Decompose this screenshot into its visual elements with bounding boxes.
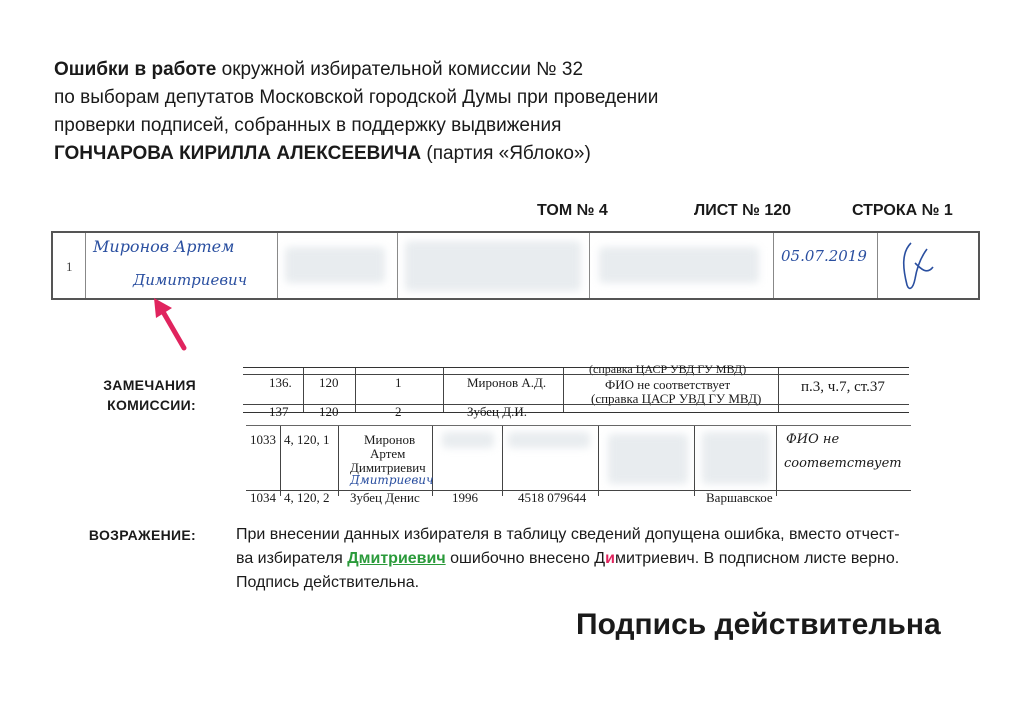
blurred-passport xyxy=(599,247,759,283)
header-line-2: по выборам депутатов Московской городской Думы при проведении xyxy=(54,87,659,108)
header-line-3: проверки подписей, собранных в поддержку выдвижения xyxy=(54,115,562,136)
table2-cell: 1033 xyxy=(250,432,276,447)
table2-cell: 4, 120, 1 xyxy=(284,432,330,447)
objection-text xyxy=(236,523,956,595)
objection-text-part: ошибочно внесено Д xyxy=(445,550,606,567)
table1-reason-line2: (справка ЦАСР УВД ГУ МВД) xyxy=(591,391,762,406)
volume-ref: ТОМ № 4 xyxy=(537,202,608,219)
row-ref: СТРОКА № 1 xyxy=(852,202,953,219)
table2-cell: Зубец Денис xyxy=(350,490,420,505)
table2-cell: 1034 xyxy=(250,490,276,505)
header-commission: окружной избирательной комиссии № 32 xyxy=(216,59,584,80)
table1-reason-line1: ФИО не соответствует xyxy=(605,377,731,392)
header-line-4 xyxy=(54,140,814,168)
table1-cell: 120 xyxy=(319,375,339,390)
handwritten-patronymic: Димитриевич xyxy=(133,271,248,289)
table2-name-line1: Миронов xyxy=(364,432,416,447)
table1-cell: 136. xyxy=(269,375,292,390)
signature-mark xyxy=(893,239,943,295)
table2-cell: 1996 xyxy=(452,490,478,505)
erroneous-letter: и xyxy=(605,550,615,567)
candidate-party: (партия «Яблоко») xyxy=(421,143,591,164)
objection-line1: При внесении данных избирателя в таблицу сведений допущена ошибка, вместо отчест- xyxy=(236,526,900,543)
table2-cell: 4, 120, 2 xyxy=(284,490,330,505)
table1-article: п.3, ч.7, ст.37 xyxy=(801,379,885,395)
table1-cell: 2 xyxy=(395,404,402,419)
blurred-address xyxy=(405,241,581,291)
sheet-references xyxy=(0,202,1024,228)
commission-table-1 xyxy=(243,362,909,419)
verdict: Подпись действительна xyxy=(576,608,941,641)
table2-hand-name: Дмитриевич xyxy=(350,473,434,487)
objection-line2 xyxy=(236,547,956,571)
table1-cell: 1 xyxy=(395,375,402,390)
table2-hand-note-line1: ФИО не xyxy=(786,432,840,447)
row-number: 1 xyxy=(66,259,73,274)
objection-text-part: ва избирателя xyxy=(236,550,348,567)
blurred-birth-year xyxy=(285,247,385,283)
table2-cell: 4518 079644 xyxy=(518,490,587,505)
handwritten-date: 05.07.2019 xyxy=(781,247,867,265)
signature-sheet-scan xyxy=(51,231,980,300)
table1-cell: 137 xyxy=(269,404,289,419)
table2-hand-note-line2: соответствует xyxy=(784,456,902,471)
remarks-label-line2: КОМИССИИ: xyxy=(107,397,196,413)
handwritten-name-line1: Миронов Артем xyxy=(93,237,235,256)
commission-table-2 xyxy=(246,425,911,505)
table2-name-line2: Артем xyxy=(370,446,406,461)
table1-top-note: (справка ЦАСР УВД ГУ МВД) xyxy=(589,362,747,376)
pointer-arrow-icon xyxy=(150,296,194,352)
table1-cell: Миронов А.Д. xyxy=(467,375,547,390)
objection-label: ВОЗРАЖЕНИЕ: xyxy=(88,527,196,543)
header-bold-intro: Ошибки в работе xyxy=(54,59,217,80)
correct-patronymic: Дмитриевич xyxy=(347,550,446,567)
table2-cell: Варшавское xyxy=(706,490,773,505)
table1-cell: Зубец Д.И. xyxy=(467,404,528,419)
objection-line3: Подпись действительна. xyxy=(236,574,420,591)
candidate-name: ГОНЧАРОВА КИРИЛЛА АЛЕКСЕЕВИЧА xyxy=(54,143,422,164)
remarks-label xyxy=(60,375,196,415)
document-header xyxy=(54,56,814,168)
objection-text-part: митриевич. В подписном листе верно. xyxy=(614,550,900,567)
table2-name-line3: Димитриевич xyxy=(350,460,426,475)
header-line-1 xyxy=(54,56,814,84)
sheet-ref: ЛИСТ № 120 xyxy=(694,202,792,219)
table1-cell: 120 xyxy=(319,404,339,419)
remarks-label-line1: ЗАМЕЧАНИЯ xyxy=(103,377,196,393)
